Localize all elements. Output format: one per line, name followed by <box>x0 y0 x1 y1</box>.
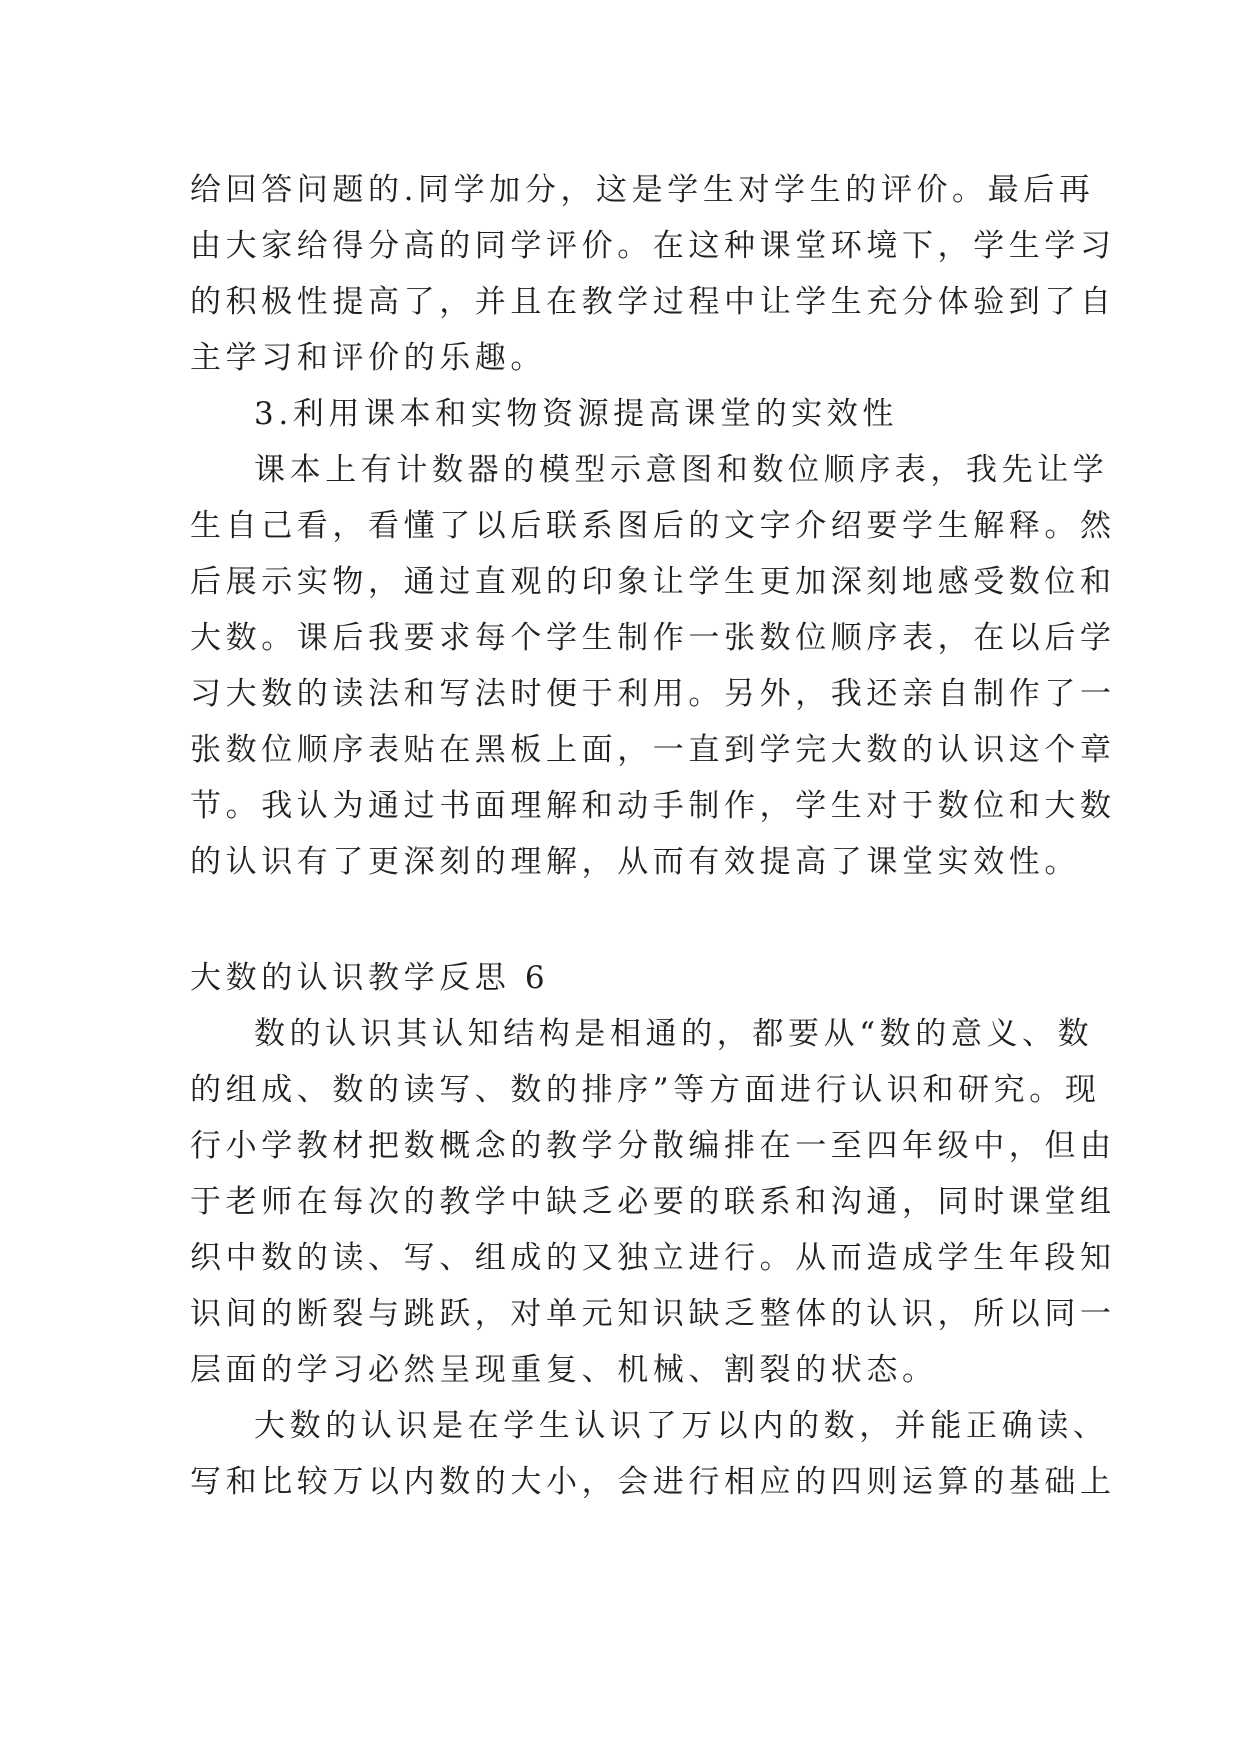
paragraph-line: 的认识有了更深刻的理解，从而有效提高了课堂实效性。 <box>190 844 1080 880</box>
paragraph-line: 课本上有计数器的模型示意图和数位顺序表，我先让学 <box>254 452 1109 488</box>
paragraph-line: 后展示实物，通过直观的印象让学生更加深刻地感受数位和 <box>190 564 1116 600</box>
paragraph-line: 习大数的读法和写法时便于利用。另外，我还亲自制作了一 <box>190 676 1116 712</box>
paragraph-line: 识间的断裂与跳跃，对单元知识缺乏整体的认识，所以同一 <box>190 1296 1116 1332</box>
paragraph-line: 织中数的读、写、组成的又独立进行。从而造成学生年段知 <box>190 1240 1116 1276</box>
paragraph-line: 给回答问题的.同学加分，这是学生对学生的评价。最后再 <box>190 172 1095 208</box>
paragraph-line: 行小学教材把数概念的教学分散编排在一至四年级中，但由 <box>190 1128 1116 1164</box>
paragraph-line: 节。我认为通过书面理解和动手制作，学生对于数位和大数 <box>190 788 1116 824</box>
paragraph-line: 数的认识其认知结构是相通的，都要从“数的意义、数 <box>254 1016 1094 1052</box>
paragraph-line: 的组成、数的读写、数的排序”等方面进行认识和研究。现 <box>190 1072 1101 1108</box>
paragraph-line: 由大家给得分高的同学评价。在这种课堂环境下，学生学习 <box>190 228 1116 264</box>
paragraph-line: 大数的认识是在学生认识了万以内的数，并能正确读、 <box>254 1408 1109 1444</box>
paragraph-line: 层面的学习必然呈现重复、机械、割裂的状态。 <box>190 1352 938 1388</box>
paragraph-line: 生自己看，看懂了以后联系图后的文字介绍要学生解释。然 <box>190 508 1116 544</box>
paragraph-line: 张数位顺序表贴在黑板上面，一直到学完大数的认识这个章 <box>190 732 1116 768</box>
paragraph-line: 大数。课后我要求每个学生制作一张数位顺序表，在以后学 <box>190 620 1116 656</box>
paragraph-line: 主学习和评价的乐趣。 <box>190 340 546 376</box>
section-heading: 3.利用课本和实物资源提高课堂的实效性 <box>254 396 898 432</box>
paragraph-line: 写和比较万以内数的大小，会进行相应的四则运算的基础上 <box>190 1464 1116 1500</box>
paragraph-line: 的积极性提高了，并且在教学过程中让学生充分体验到了自 <box>190 284 1116 320</box>
paragraph-line: 于老师在每次的教学中缺乏必要的联系和沟通，同时课堂组 <box>190 1184 1116 1220</box>
section-title: 大数的认识教学反思 6 <box>190 960 550 996</box>
